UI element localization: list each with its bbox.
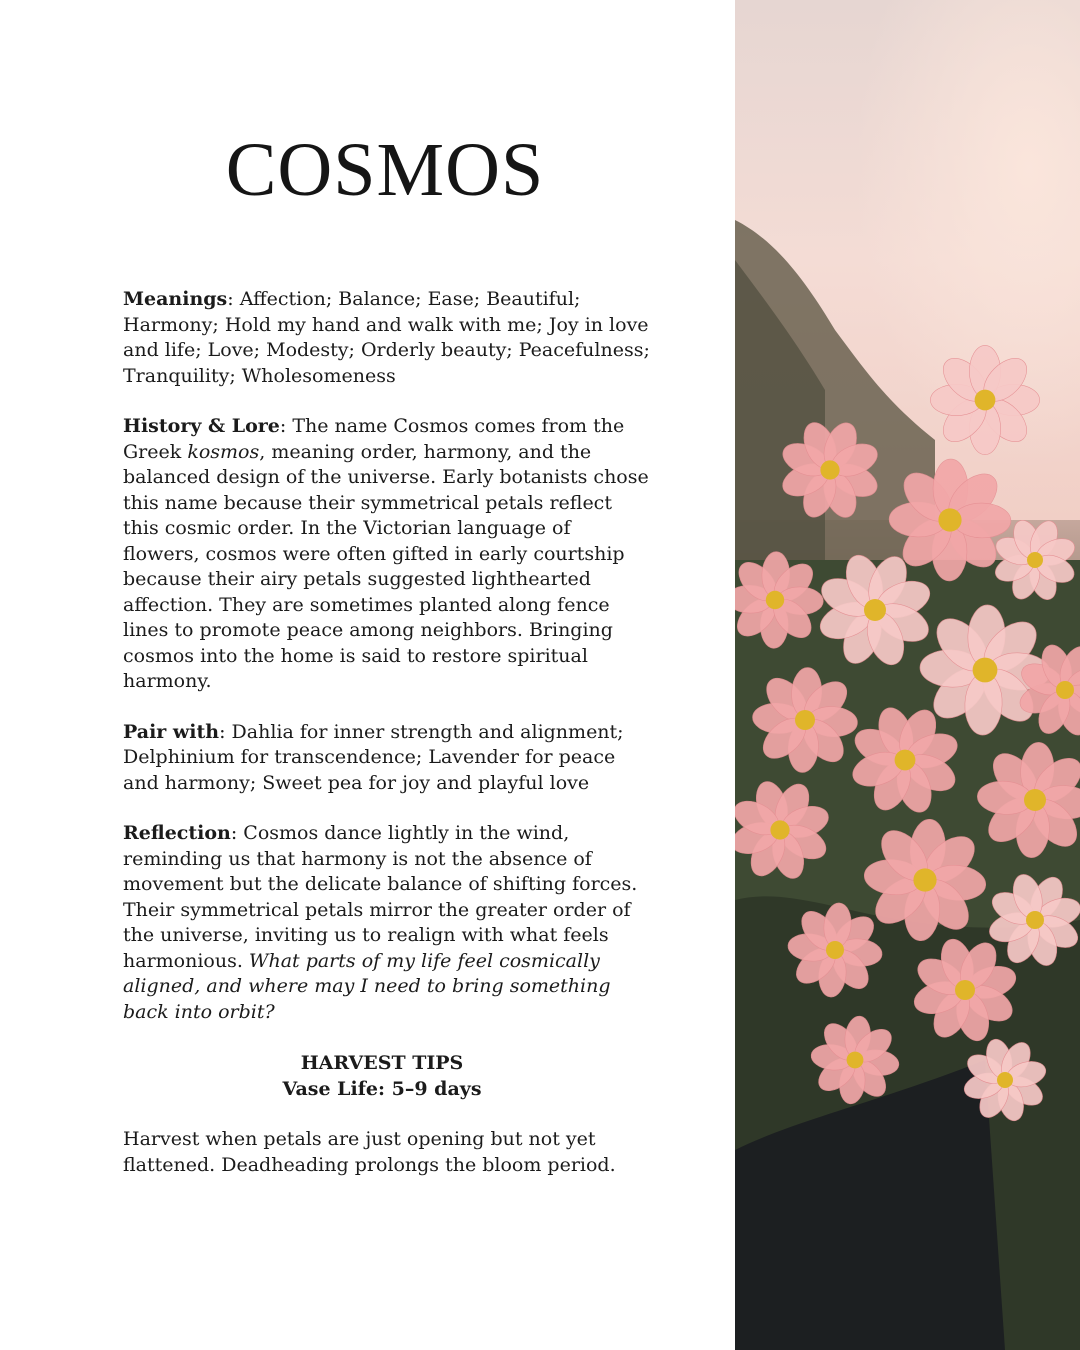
meanings-label: Meanings <box>123 288 228 310</box>
history-paragraph <box>123 414 651 695</box>
flower-center <box>864 599 886 621</box>
flower-center <box>1026 911 1044 929</box>
meanings-paragraph <box>123 287 651 389</box>
cosmos-flower <box>930 345 1039 454</box>
cosmos-flower <box>889 459 1011 581</box>
flower-center <box>895 750 916 771</box>
flower-center <box>913 868 936 891</box>
history-label: History & Lore <box>123 415 280 437</box>
flower-center <box>973 658 998 683</box>
flower-center <box>1024 789 1046 811</box>
reflection-paragraph <box>123 821 651 1025</box>
history-text-after: , meaning order, harmony, and the balanced design of the universe. Early botanists chose this name because their symmetrical petals reflect this cosmic order. In the Victorian language of flowers, cosmos were often gifted in early courtship because their airy petals suggested lighthearted affection. They are sometimes planted along fence lines to promote peace among neighbors. Bringing cosmos into the home is said to restore spiritual harmony. <box>123 440 649 692</box>
harvest-paragraph: Harvest when petals are just opening but not yet flattened. Deadheading prolongs the bloom period. <box>123 1128 616 1176</box>
reflection-text: : Cosmos dance lightly in the wind, reminding us that harmony is not the absence of movement but the delicate balance of shifting forces. Their symmetrical petals mirror the greater order of the universe, inviting us to realign with what feels harmonious. <box>123 822 638 972</box>
meanings-text: : Affection; Balance; Ease; Beautiful; Harmony; Hold my hand and walk with me; Joy in love and life; Love; Modesty; Orderly beauty; Peacefulness; Tranquility; Wholesomeness <box>123 288 650 387</box>
flower-photo <box>735 0 1080 1350</box>
harvest-title: HARVEST TIPS <box>300 1052 464 1074</box>
flower-center <box>770 820 789 839</box>
flower-center <box>938 508 961 531</box>
flower-center <box>820 460 839 479</box>
content-body <box>123 287 651 1203</box>
flower-center <box>826 941 844 959</box>
flower-center <box>847 1052 864 1069</box>
flower-center <box>1056 681 1074 699</box>
pair-paragraph <box>123 720 651 797</box>
flower-center <box>955 980 975 1000</box>
pair-label: Pair with <box>123 720 220 743</box>
vase-life: Vase Life: 5–9 days <box>282 1078 482 1100</box>
reflection-italic: What parts of my life feel cosmically aligned, and where may I need to bring something back into orbit? <box>123 949 611 1023</box>
flower-center <box>795 710 815 730</box>
flower-center <box>997 1072 1013 1088</box>
flower-center <box>1027 552 1043 568</box>
flower-bouquet-illustration <box>735 0 1080 1350</box>
harvest-heading <box>123 1050 651 1102</box>
flower-center <box>975 390 996 411</box>
history-italic: kosmos <box>187 440 260 463</box>
reflection-label: Reflection <box>123 822 231 844</box>
history-text-before: : The name Cosmos comes from the Greek <box>123 415 625 463</box>
page-title: COSMOS <box>225 128 545 212</box>
flower-center <box>766 591 784 609</box>
pair-text: : Dahlia for inner strength and alignment; Delphinium for transcendence; Lavender for peace and harmony; Sweet pea for joy and playful love <box>123 720 624 794</box>
